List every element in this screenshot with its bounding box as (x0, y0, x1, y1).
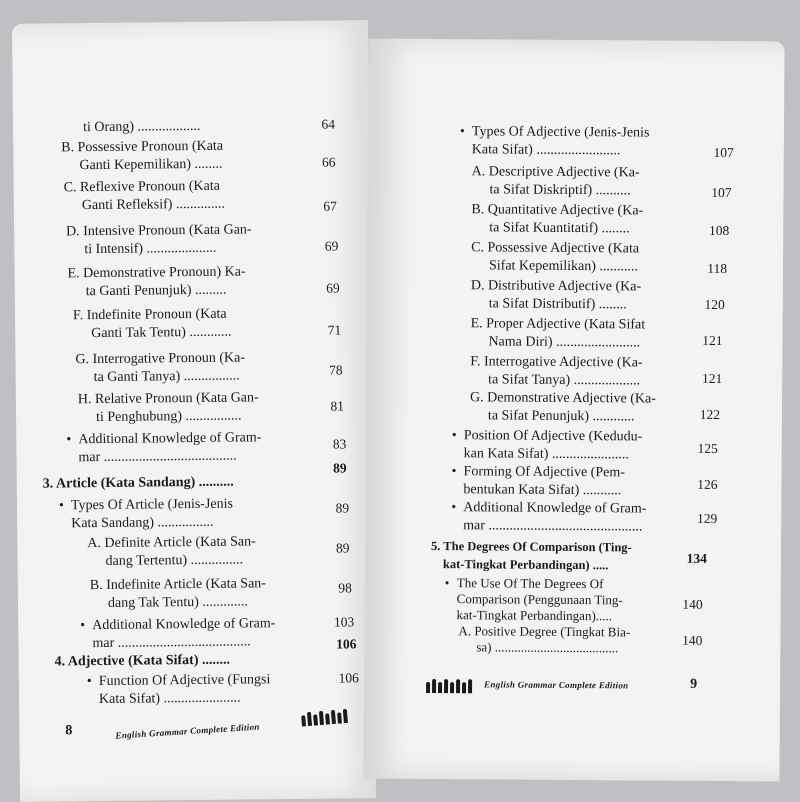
toc-entry: E. Proper Adjective (Kata Sifat Nama Diri) ........................ (470, 316, 646, 351)
toc-page-number: 78 (329, 362, 343, 378)
toc-page-number: 89 (333, 460, 347, 476)
toc-page-number: 67 (323, 198, 337, 214)
toc-page-number: 121 (702, 332, 723, 349)
toc-page-number: 120 (704, 296, 725, 313)
toc-page-number: 140 (682, 596, 703, 612)
toc-entry-bullet: • Additional Knowledge of Gram- mar ...................................... (92, 615, 275, 653)
toc-page-number: 83 (332, 436, 347, 452)
toc-page-number: 126 (697, 476, 718, 493)
toc-entry: C. Reflexive Pronoun (Kata Ganti Refleksif) .............. (63, 178, 226, 214)
toc-page-number: 81 (330, 398, 345, 414)
toc-entry: D. Intensive Pronoun (Kata Gan- ti Intensif) .................... (66, 222, 252, 258)
toc-entry: B. Indefinite Article (Kata San- dang Tak Tentu) ............. (89, 576, 267, 611)
toc-entry: C. Possessive Adjective (Kata Sifat Kepemilikan) ........... (471, 240, 640, 275)
left-page (12, 20, 376, 802)
toc-entry: B. Possessive Pronoun (Kata Ganti Kepemilikan) ........ (61, 138, 224, 174)
toc-page-number: 66 (321, 154, 336, 170)
toc-page-number: 106 (338, 670, 359, 686)
toc-entry-bullet: • Function Of Adjective (Fungsi Kata Sifat) ...................... (99, 671, 271, 709)
toc-entry-bullet: • Additional Knowledge of Gram- mar ............................................ (463, 499, 646, 536)
footer-book-title: English Grammar Complete Edition (484, 679, 629, 691)
toc-page-number: 89 (335, 500, 350, 516)
toc-entry-bullet: • Position Of Adjective (Kedudu- kan Kata Sifat) ...................... (464, 427, 643, 464)
toc-page-number: 108 (708, 222, 730, 239)
toc-page-number: 107 (711, 184, 732, 201)
toc-entry: F. Interrogative Adjective (Ka- ta Sifat Tanya) ................... (470, 354, 643, 389)
toc-entry-bullet: • Additional Knowledge of Gram- mar ...................................... (78, 429, 261, 467)
toc-page-number: 140 (682, 632, 703, 648)
right-page (363, 39, 784, 782)
toc-chapter-heading: 5. The Degrees Of Comparison (Ting- kat-Tingkat Perbandingan) ..... (430, 539, 632, 573)
toc-entry: E. Demonstrative Pronoun) Ka- ta Ganti Penunjuk) ......... (67, 264, 246, 300)
toc-entry: B. Quantitative Adjective (Ka- ta Sifat Kuantitatif) ........ (471, 202, 644, 237)
toc-entry: A. Descriptive Adjective (Ka- ta Sifat Diskriptif) .......... (471, 164, 640, 199)
toc-page-number: 98 (338, 580, 352, 596)
toc-entry: ti Orang) .................. (82, 118, 201, 136)
toc-entry: G. Demonstrative Adjective (Ka- ta Sifat Penunjuk) ............ (470, 390, 656, 425)
people-silhouette-icon (301, 705, 350, 725)
page-number-footer: 8 (65, 723, 73, 739)
toc-page-number: 103 (333, 614, 355, 630)
toc-entry-bullet: • The Use Of The Degrees Of Comparison (Penggunaan Ting- kat-Tingkat Perbandingan)..... (457, 575, 623, 624)
toc-page-number: 118 (707, 260, 728, 277)
toc-page-number: 122 (699, 406, 721, 423)
toc-entry: F. Indefinite Pronoun (Kata Ganti Tak Tentu) ............ (72, 306, 232, 342)
toc-page-number: 71 (327, 322, 342, 338)
toc-page-number: 107 (713, 144, 734, 161)
toc-chapter-heading: 4. Adjective (Kata Sifat) ........ (54, 652, 231, 670)
toc-entry-bullet: • Forming Of Adjective (Pem- bentukan Kata Sifat) ........... (463, 463, 625, 500)
toc-chapter-heading: 3. Article (Kata Sandang) .......... (42, 474, 234, 492)
toc-page-number: 134 (686, 550, 708, 566)
toc-entry-bullet: • Types Of Article (Jenis-Jenis Kata Sandang) ................ (71, 496, 233, 534)
toc-page-number: 125 (697, 440, 718, 457)
toc-entry: A. Definite Article (Kata San- dang Tertentu) ............... (87, 534, 256, 569)
toc-page-number: 69 (326, 280, 340, 296)
footer-book-title: English Grammar Complete Edition (115, 721, 260, 741)
toc-page-number: 121 (701, 370, 723, 387)
page-number-footer: 9 (690, 676, 698, 692)
toc-entry: H. Relative Pronoun (Kata Gan- ti Penghubung) ................ (77, 390, 259, 426)
toc-entry: A. Positive Degree (Tingkat Bia- sa) ...................................... (458, 623, 631, 656)
toc-entry: G. Interrogative Pronoun (Ka- ta Ganti Tanya) ................ (75, 350, 246, 386)
people-silhouette-icon (426, 675, 474, 691)
toc-entry: D. Distributive Adjective (Ka- ta Sifat Distributif) ........ (470, 278, 642, 313)
toc-entry-bullet: • Types Of Adjective (Jenis-Jenis Kata Sifat) ........................ (472, 123, 650, 160)
toc-page-number: 89 (335, 540, 350, 556)
toc-page-number: 129 (696, 510, 718, 527)
toc-page-number: 69 (324, 238, 339, 254)
toc-page-number: 106 (336, 636, 357, 652)
toc-page-number: 64 (321, 116, 336, 132)
